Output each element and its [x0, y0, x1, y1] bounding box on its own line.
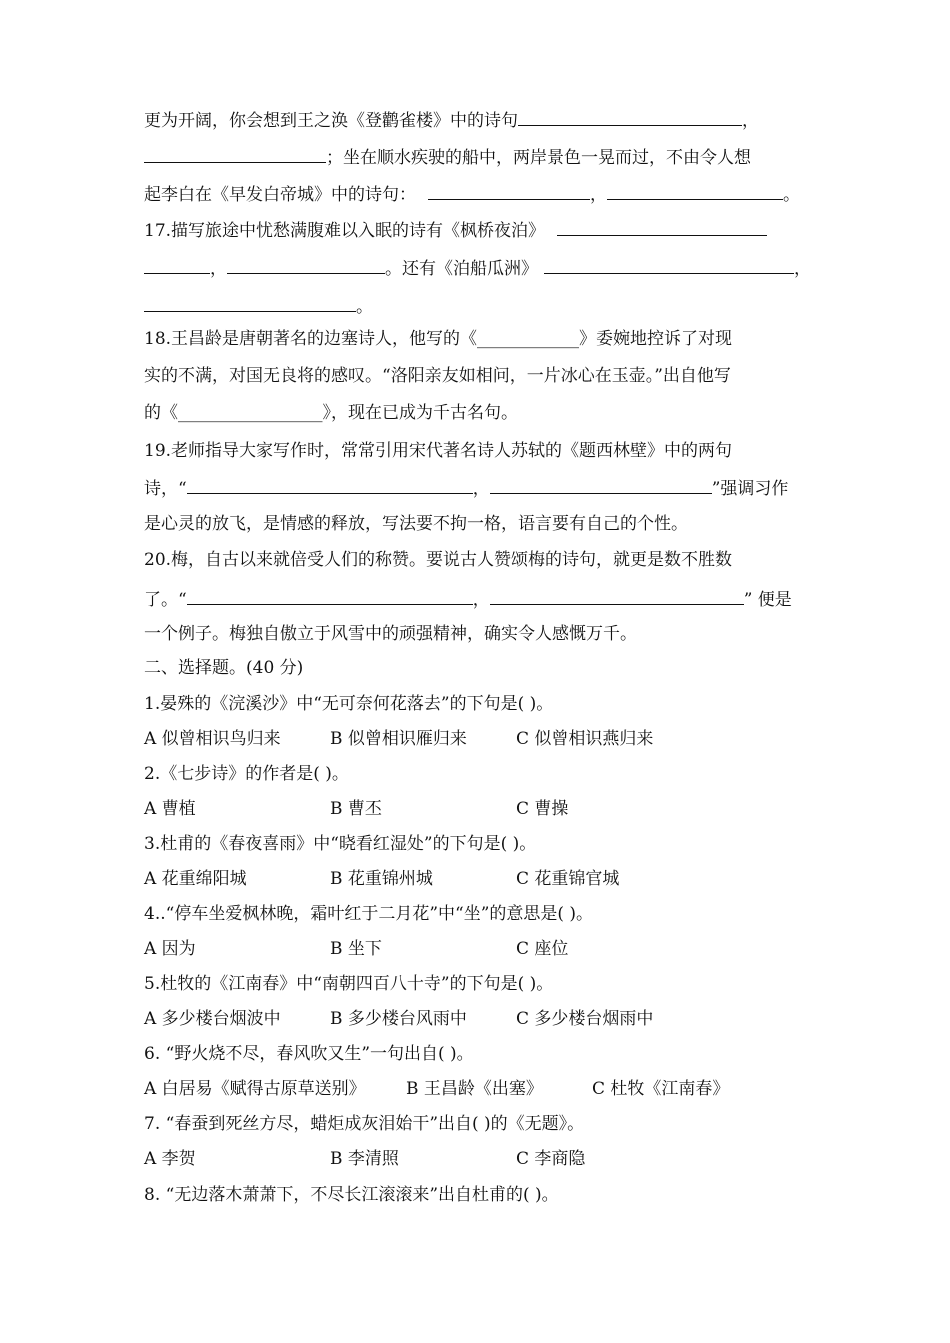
option-b[interactable]: B 曹丕: [330, 799, 382, 819]
q20-line-3: 一个例子。梅独自傲立于风雪中的顽强精神，确实令人感慨万千。: [144, 624, 637, 644]
choice-question: 6. “野火烧不尽，春风吹又生”一句出自( )。: [144, 1044, 474, 1064]
option-b[interactable]: B 坐下: [330, 939, 382, 959]
q20-line-2: 了。“ ， ” 便是: [144, 587, 792, 609]
option-a[interactable]: A 李贺: [144, 1149, 196, 1169]
answer-blank[interactable]: [187, 476, 473, 494]
answer-blank[interactable]: [518, 108, 742, 126]
section-heading: 二、选择题。(40 分): [144, 658, 304, 678]
q19-line-1: 19.老师指导大家写作时，常常引用宋代著名诗人苏轼的《题西林壁》中的两句: [144, 441, 733, 461]
answer-blank[interactable]: [490, 587, 744, 605]
q18-line-2: 实的不满，对国无良将的感叹。“洛阳亲友如相问，一片冰心在玉壶。”出自他写: [144, 366, 731, 386]
option-a[interactable]: A 曹植: [144, 799, 196, 819]
option-a[interactable]: A 因为: [144, 939, 196, 959]
option-a[interactable]: A 多少楼台烟波中: [144, 1009, 281, 1029]
answer-blank[interactable]: ____________: [477, 329, 580, 349]
q16-line-3: 起李白在《早发白帝城》中的诗句： ， 。: [144, 182, 800, 204]
option-b[interactable]: B 李清照: [330, 1149, 399, 1169]
answer-blank[interactable]: [144, 294, 356, 312]
option-c[interactable]: C 李商隐: [516, 1149, 586, 1169]
option-c[interactable]: C 花重锦官城: [516, 869, 620, 889]
choice-question: 1.晏殊的《浣溪沙》中“无可奈何花落去”的下句是( )。: [144, 694, 554, 714]
choice-question: 4..“停车坐爱枫林晚，霜叶红于二月花”中“坐”的意思是( )。: [144, 904, 594, 924]
option-a[interactable]: A 白居易《赋得古原草送别》: [144, 1079, 366, 1099]
option-b[interactable]: B 花重锦州城: [330, 869, 433, 889]
q19-line-2: 诗，“ ， ”强调习作: [144, 476, 788, 498]
q19-line-3: 是心灵的放飞，是情感的释放，写法要不拘一格，语言要有自己的个性。: [144, 514, 688, 534]
choice-question: 7. “春蚕到死丝方尽，蜡炬成灰泪始干”出自( )的《无题》。: [144, 1114, 585, 1134]
option-b[interactable]: B 王昌龄《出塞》: [406, 1079, 543, 1099]
answer-blank[interactable]: [144, 256, 210, 274]
choice-question: 2.《七步诗》的作者是( )。: [144, 764, 349, 784]
q16-line-2: ；坐在顺水疾驶的船中，两岸景色一晃而过，不由令人想: [144, 145, 751, 167]
option-a[interactable]: A 花重绵阳城: [144, 869, 247, 889]
answer-blank[interactable]: _________________: [178, 403, 323, 423]
choice-question: 8. “无边落木萧萧下，不尽长江滚滚来”出自杜甫的( )。: [144, 1185, 559, 1205]
answer-blank[interactable]: [544, 256, 794, 274]
choice-question: 5.杜牧的《江南春》中“南朝四百八十寺”的下句是( )。: [144, 974, 554, 994]
q18-line-3: 的《_________________》，现在已成为千古名句。: [144, 403, 518, 423]
option-c[interactable]: C 多少楼台烟雨中: [516, 1009, 654, 1029]
answer-blank[interactable]: [557, 218, 767, 236]
q17-line-2: ， 。还有《泊船瓜洲》 ，: [144, 256, 811, 278]
option-a[interactable]: A 似曾相识鸟归来: [144, 729, 281, 749]
option-c[interactable]: C 似曾相识燕归来: [516, 729, 654, 749]
choice-question: 3.杜甫的《春夜喜雨》中“晓看红湿处”的下句是( )。: [144, 834, 537, 854]
answer-blank[interactable]: [187, 587, 473, 605]
option-b[interactable]: B 多少楼台风雨中: [330, 1009, 467, 1029]
option-c[interactable]: C 座位: [516, 939, 569, 959]
q16-line-1: 更为开阔，你会想到王之涣《登鹳雀楼》中的诗句 ，: [144, 108, 759, 130]
q20-line-1: 20.梅，自古以来就倍受人们的称赞。要说古人赞颂梅的诗句，就更是数不胜数: [144, 550, 733, 570]
answer-blank[interactable]: [428, 182, 590, 200]
option-c[interactable]: C 杜牧《江南春》: [592, 1079, 730, 1099]
q17-line-3: 。: [144, 294, 373, 316]
option-c[interactable]: C 曹操: [516, 799, 569, 819]
answer-blank[interactable]: [490, 476, 712, 494]
q18-line-1: 18.王昌龄是唐朝著名的边塞诗人，他写的《____________》委婉地控诉了对现: [144, 329, 733, 349]
answer-blank[interactable]: [227, 256, 385, 274]
answer-blank[interactable]: [144, 145, 326, 163]
answer-blank[interactable]: [607, 182, 783, 200]
option-b[interactable]: B 似曾相识雁归来: [330, 729, 467, 749]
q17-line-1: 17.描写旅途中忧愁满腹难以入眠的诗有《枫桥夜泊》: [144, 218, 767, 240]
